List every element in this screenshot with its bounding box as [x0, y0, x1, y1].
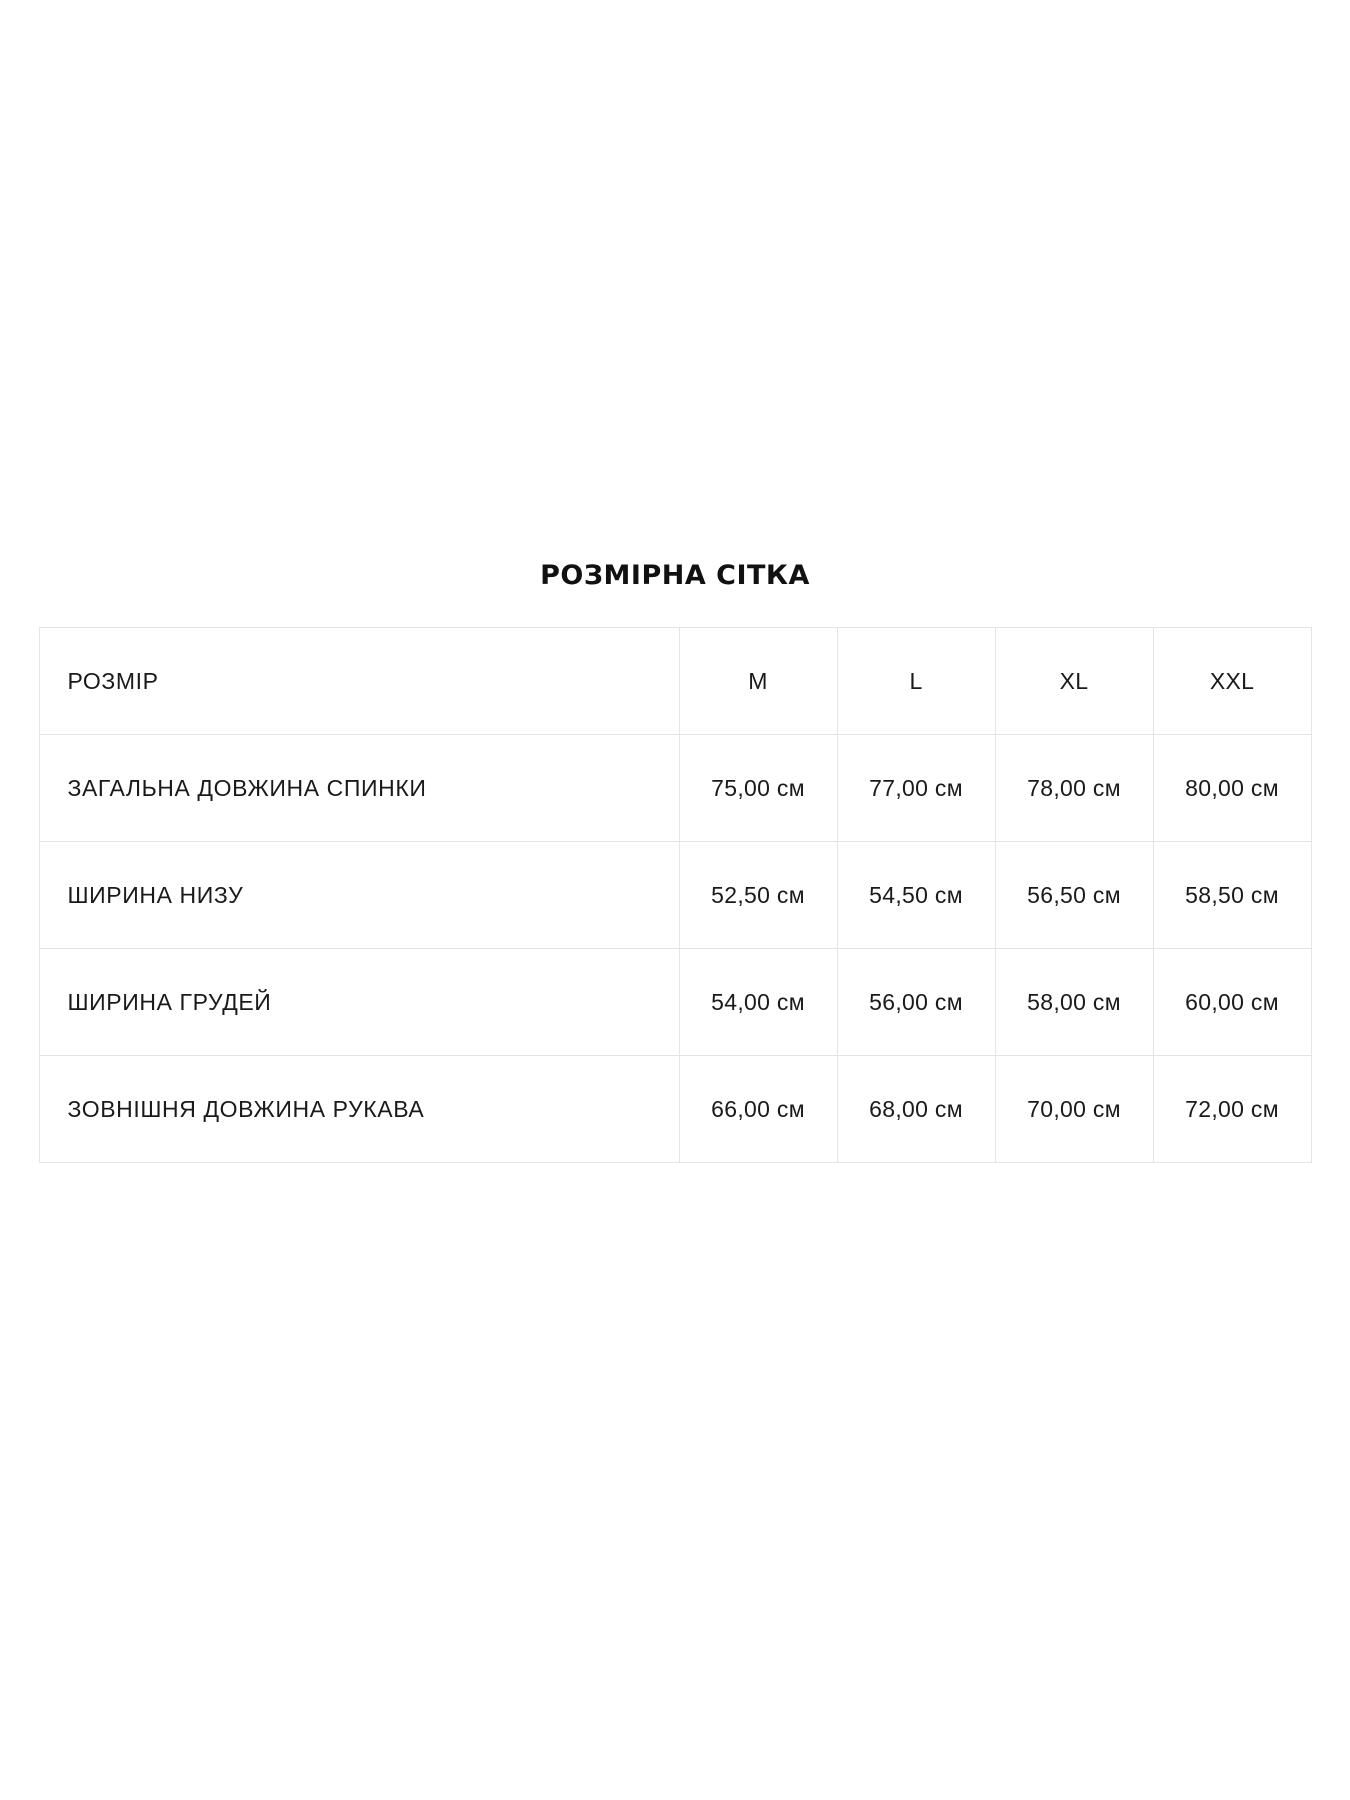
size-chart-block	[22, 560, 1328, 1163]
cell-value: 68,00 см	[837, 1056, 995, 1163]
table-row	[39, 949, 1311, 1056]
row-label: ШИРИНА НИЗУ	[39, 842, 679, 949]
cell-value: 66,00 см	[679, 1056, 837, 1163]
cell-value: 56,00 см	[837, 949, 995, 1056]
header-cell-size-xxl: XXL	[1153, 628, 1311, 735]
cell-value: 72,00 см	[1153, 1056, 1311, 1163]
header-cell-size-label: РОЗМІР	[39, 628, 679, 735]
cell-value: 78,00 см	[995, 735, 1153, 842]
cell-value: 60,00 см	[1153, 949, 1311, 1056]
row-label: ЗАГАЛЬНА ДОВЖИНА СПИНКИ	[39, 735, 679, 842]
table-body	[39, 735, 1311, 1163]
cell-value: 77,00 см	[837, 735, 995, 842]
table-row	[39, 842, 1311, 949]
header-cell-size-l: L	[837, 628, 995, 735]
cell-value: 58,50 см	[1153, 842, 1311, 949]
table-header-row	[39, 628, 1311, 735]
header-cell-size-xl: XL	[995, 628, 1153, 735]
page-title: РОЗМІРНА СІТКА	[540, 560, 810, 591]
table-header	[39, 628, 1311, 735]
cell-value: 58,00 см	[995, 949, 1153, 1056]
cell-value: 54,50 см	[837, 842, 995, 949]
size-chart-table	[39, 627, 1312, 1163]
cell-value: 52,50 см	[679, 842, 837, 949]
table-row	[39, 735, 1311, 842]
cell-value: 70,00 см	[995, 1056, 1153, 1163]
row-label: ЗОВНІШНЯ ДОВЖИНА РУКАВА	[39, 1056, 679, 1163]
cell-value: 54,00 см	[679, 949, 837, 1056]
row-label: ШИРИНА ГРУДЕЙ	[39, 949, 679, 1056]
cell-value: 56,50 см	[995, 842, 1153, 949]
header-cell-size-m: M	[679, 628, 837, 735]
cell-value: 75,00 см	[679, 735, 837, 842]
cell-value: 80,00 см	[1153, 735, 1311, 842]
table-row	[39, 1056, 1311, 1163]
